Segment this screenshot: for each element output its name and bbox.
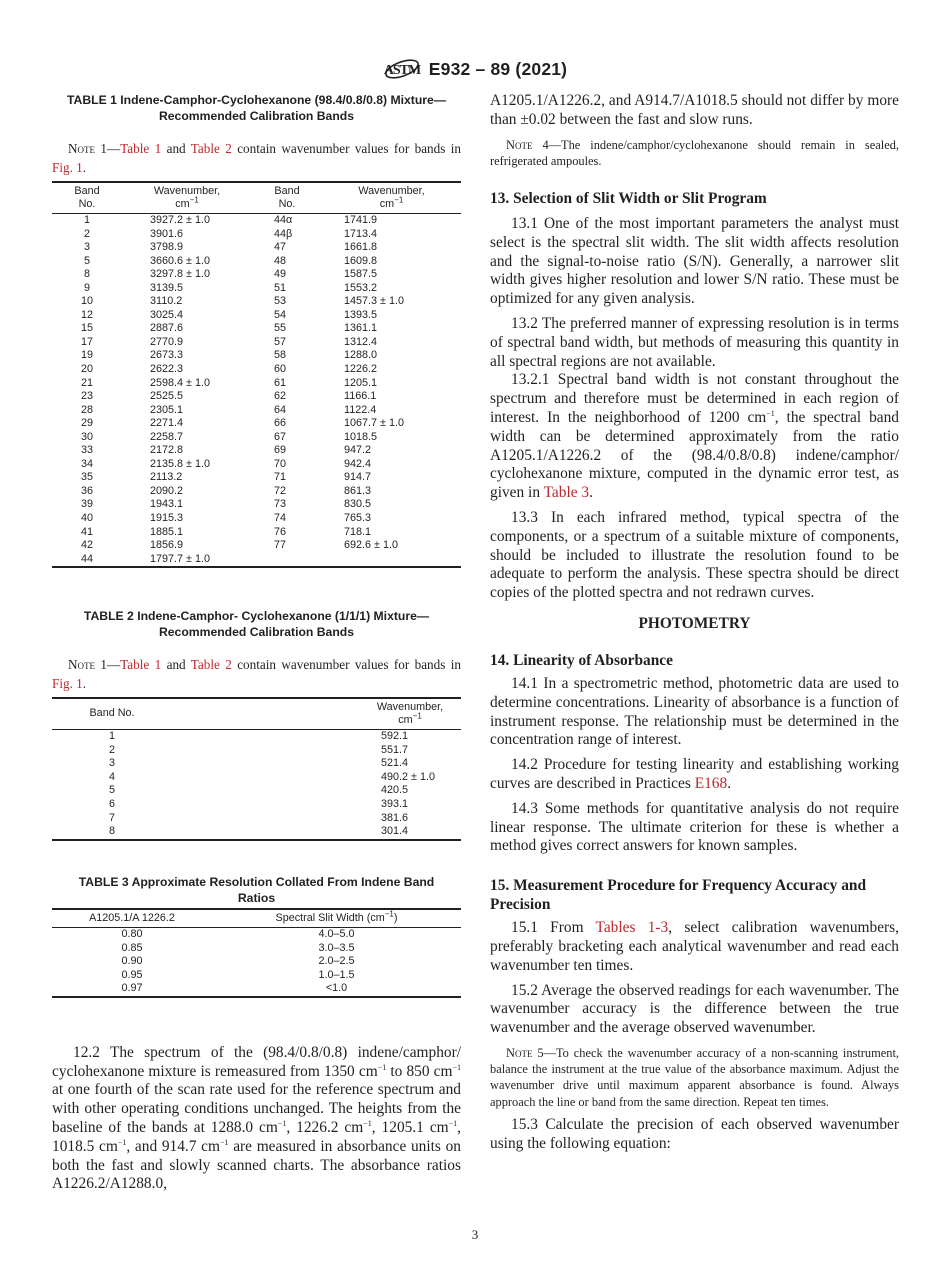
table1-header-band1: Band No. bbox=[74, 185, 100, 210]
table-cell: 3139.5 bbox=[150, 281, 184, 294]
table-cell: 2622.3 bbox=[150, 363, 184, 376]
table-cell: 393.1 bbox=[381, 797, 409, 810]
table-cell: 44 bbox=[80, 552, 93, 565]
table-row bbox=[52, 282, 461, 296]
table-row bbox=[52, 458, 461, 472]
table-cell: 20 bbox=[80, 363, 93, 376]
table-cell: 1288.0 bbox=[344, 349, 378, 362]
table-cell: 55 bbox=[274, 322, 287, 335]
table-row bbox=[52, 214, 461, 228]
table-cell: 34 bbox=[80, 457, 93, 470]
table-row bbox=[52, 812, 461, 826]
table2-body bbox=[52, 730, 461, 840]
table-row bbox=[52, 309, 461, 323]
table-row bbox=[52, 526, 461, 540]
table-cell: 40 bbox=[80, 512, 93, 525]
table-row bbox=[52, 228, 461, 242]
table-cell: 1609.8 bbox=[344, 254, 378, 267]
table-cell: 28 bbox=[80, 403, 93, 416]
table-cell: 2.0–2.5 bbox=[318, 955, 355, 968]
table-cell: 3 bbox=[108, 757, 115, 770]
paragraph-13-1: 13.1 One of the most important parameters the analyst must select is the spectral slit width. The slit width affects resolution and the signal-to-noise ratio (S/N). Generally, a narrower slit width gives higher resolution and lower S/N ratio. These must be optimized for any given analysis. bbox=[490, 215, 899, 308]
table-cell: 66 bbox=[274, 417, 287, 430]
table-cell: 5 bbox=[83, 254, 90, 267]
table1-link[interactable]: Table 1 bbox=[120, 657, 162, 673]
table-cell: 2770.9 bbox=[150, 335, 184, 348]
table3 bbox=[52, 908, 461, 998]
table-cell: 61 bbox=[274, 376, 287, 389]
table-cell: 830.5 bbox=[344, 498, 372, 511]
page-number: 3 bbox=[471, 1227, 479, 1242]
table-cell: 44β bbox=[274, 227, 293, 240]
table-cell: 3901.6 bbox=[150, 227, 184, 240]
table-cell: 3660.6 ± 1.0 bbox=[150, 254, 210, 267]
table-cell bbox=[252, 553, 322, 568]
table-cell: 947.2 bbox=[344, 444, 372, 457]
table1-header-wave2: Wavenumber, $cm^{-1}$ bbox=[358, 185, 425, 210]
table-row bbox=[52, 241, 461, 255]
table-cell: 57 bbox=[274, 335, 287, 348]
e168-link[interactable]: E168 bbox=[694, 774, 728, 792]
table-row bbox=[52, 336, 461, 350]
table-cell: 765.3 bbox=[344, 512, 372, 525]
table-cell: 592.1 bbox=[381, 730, 409, 743]
table-cell: 1797.7 ± 1.0 bbox=[150, 552, 210, 565]
table-row bbox=[52, 404, 461, 418]
svg-text:ASTM: ASTM bbox=[383, 63, 420, 78]
table-cell: 1312.4 bbox=[344, 335, 378, 348]
table-cell: 1885.1 bbox=[150, 525, 184, 538]
table-cell: 3798.9 bbox=[150, 241, 184, 254]
table-cell: 2305.1 bbox=[150, 403, 184, 416]
paragraph-12-2-continued: A1205.1/A1226.2, and A914.7/A1018.5 should not differ by more than ±0.02 between the fast and slow runs. bbox=[490, 92, 899, 128]
table-cell: 30 bbox=[80, 430, 93, 443]
table-cell: 1.0–1.5 bbox=[318, 968, 355, 981]
paragraph-15-3: 15.3 Calculate the precision of each observed wavenumber using the following equation: bbox=[490, 1115, 899, 1152]
table-cell: 67 bbox=[274, 430, 287, 443]
table-cell: 4.0–5.0 bbox=[318, 928, 355, 941]
table-cell: 62 bbox=[274, 390, 287, 403]
table-cell: 6 bbox=[108, 797, 115, 810]
table-row bbox=[52, 539, 461, 553]
table-cell: 8 bbox=[83, 268, 90, 281]
table-cell: 77 bbox=[274, 539, 287, 552]
table-row bbox=[52, 969, 461, 983]
table-cell: 3297.8 ± 1.0 bbox=[150, 268, 210, 281]
table2-header-wave: Wavenumber, $cm^{-1}$ bbox=[376, 701, 444, 726]
paragraph-14-1: 14.1 In a spectrometric method, photometric data are used to determine concentrations. Linearity of absorbance is a function of instrument response. The relationship must be determined in the concentration range of interest. bbox=[490, 674, 899, 749]
table-row bbox=[52, 377, 461, 391]
table-cell: 33 bbox=[80, 444, 93, 457]
paragraph-13-2: 13.2 The preferred manner of expressing resolution is in terms of spectral band width, but methods of measuring this quantity in all spectral regions are not available. bbox=[490, 314, 899, 370]
table-cell: 692.6 ± 1.0 bbox=[344, 539, 398, 552]
table-cell: 29 bbox=[80, 417, 93, 430]
table-cell: 2 bbox=[108, 743, 115, 756]
table-row bbox=[52, 431, 461, 445]
table-cell: 19 bbox=[80, 349, 93, 362]
table-row bbox=[52, 825, 461, 840]
table-cell: 8 bbox=[108, 825, 115, 838]
table-row bbox=[52, 771, 461, 785]
table-cell: 0.95 bbox=[121, 968, 143, 981]
spacer bbox=[172, 825, 359, 840]
table-cell: 4 bbox=[108, 770, 115, 783]
table-row bbox=[52, 255, 461, 269]
table-cell: 914.7 bbox=[344, 471, 372, 484]
table-row bbox=[52, 928, 461, 942]
table2 bbox=[52, 697, 461, 840]
table-cell: 551.7 bbox=[381, 743, 409, 756]
table1-body bbox=[52, 214, 461, 568]
table-cell: 51 bbox=[274, 281, 287, 294]
spacer bbox=[172, 757, 359, 771]
table-cell: 35 bbox=[80, 471, 93, 484]
table1-header-wave1: Wavenumber, $cm^{-1}$ bbox=[153, 185, 221, 210]
table-row bbox=[52, 268, 461, 282]
table-cell: 942.4 bbox=[344, 457, 372, 470]
spacer bbox=[172, 812, 359, 826]
table-cell: 420.5 bbox=[381, 784, 409, 797]
table-row bbox=[52, 295, 461, 309]
table-cell: 2 bbox=[83, 227, 90, 240]
spacer bbox=[172, 798, 359, 812]
table-cell: 1587.5 bbox=[344, 268, 378, 281]
table-cell: 72 bbox=[274, 484, 287, 497]
astm-logo-icon bbox=[383, 56, 421, 82]
paragraph-13-3: 13.3 In each infrared method, typical spectra of the components, or a spectrum of a suitable mixture of components, should be included to illustrate the resolution found to be adequate to perform the analysis. These spectra should be direct copies of the plotted spectra and not redrawn curves. bbox=[490, 508, 899, 602]
table-cell: 17 bbox=[80, 335, 93, 348]
table-cell: 36 bbox=[80, 484, 93, 497]
table-cell: 2113.2 bbox=[150, 471, 183, 484]
table-cell: 3.0–3.5 bbox=[318, 941, 355, 954]
table-row bbox=[52, 485, 461, 499]
fig1-link[interactable]: Fig. 1 bbox=[52, 159, 83, 175]
table-cell: 15 bbox=[80, 322, 93, 335]
table-cell: 53 bbox=[274, 295, 287, 308]
table3-header-ratio: A1205.1/A 1226.2 bbox=[89, 911, 175, 924]
table1-link[interactable]: Table 1 bbox=[120, 141, 162, 156]
table-row bbox=[52, 955, 461, 969]
table-cell: 490.2 ± 1.0 bbox=[381, 770, 435, 783]
table-cell: 71 bbox=[274, 471, 287, 484]
table2-note: Note 1—Table 1 and Table 2 contain wavenumber values for bands in Fig. 1. bbox=[52, 657, 461, 691]
table-cell: 44α bbox=[274, 214, 293, 226]
left-column bbox=[52, 92, 461, 1194]
table2-link[interactable]: Table 2 bbox=[190, 657, 232, 673]
table-cell: 41 bbox=[80, 525, 93, 538]
table-cell: 23 bbox=[80, 390, 93, 403]
table1-header-band2: Band No. bbox=[274, 185, 300, 210]
table-cell: 21 bbox=[80, 376, 93, 389]
page-header bbox=[0, 56, 950, 87]
table-row bbox=[52, 784, 461, 798]
table1 bbox=[52, 181, 461, 568]
table-cell bbox=[322, 553, 461, 568]
spacer bbox=[172, 730, 359, 744]
table-row bbox=[52, 942, 461, 956]
table3-title: TABLE 3 Approximate Resolution Collated From Indene Band Ratios bbox=[78, 874, 435, 905]
table-row bbox=[52, 444, 461, 458]
table-cell: 1661.8 bbox=[344, 241, 378, 254]
table3-link[interactable]: Table 3 bbox=[543, 484, 590, 502]
table-cell: 2172.8 bbox=[150, 444, 184, 457]
fig1-link[interactable]: Fig. 1 bbox=[52, 675, 83, 691]
table-cell: 1393.5 bbox=[344, 308, 378, 321]
table-cell: <1.0 bbox=[325, 982, 348, 995]
paragraph-12-2: 12.2 The spectrum of the (98.4/0.8/0.8) indene/camphor/ cyclohexanone mixture is remeasured from 1350 $cm^{-1}$ to 850 $cm^{-1}$ at one fourth of the scan rate used for the reference spectrum and with other operating conditions unchanged. The heights from the baseline of the bands at 1288.0 $cm^{-1}$, 1226.2 $cm^{-1}$, 1205.1 $cm^{-1}$, 1018.5 $cm^{-1}$, and 914.7 $cm^{-1}$ are measured in absorbance units on both the fast and slowly scanned charts. The absorbance ratios A1226.2/A1288.0, bbox=[52, 1043, 462, 1193]
table-cell: 2090.2 bbox=[150, 484, 184, 497]
table-cell: 70 bbox=[274, 457, 287, 470]
photometry-heading: PHOTOMETRY bbox=[638, 614, 751, 632]
paragraph-13-2-1: 13.2.1 Spectral band width is not constant throughout the spectrum and therefore must be determined in each region of interest. In the neighborhood of 1200 $cm^{-1}$, the spectral band width can be determined approximately from the ratio A1205.1/A1226.2 of the (98.4/0.8/0.8) indene/camphor/ cyclohexanone mixture, computed in the dynamic error test, as given in Table 3. bbox=[490, 371, 899, 502]
section-14-heading: 14. Linearity of Absorbance bbox=[490, 651, 673, 669]
paragraph-14-2: 14.2 Procedure for testing linearity and establishing working curves are described in Practices E168. bbox=[490, 756, 899, 792]
table-cell: 0.80 bbox=[121, 928, 143, 941]
table-cell: 48 bbox=[274, 254, 287, 267]
table-cell: 1 bbox=[83, 214, 90, 226]
table-cell: 47 bbox=[274, 241, 287, 254]
table-cell: 861.3 bbox=[344, 484, 372, 497]
table-cell: 5 bbox=[108, 784, 115, 797]
table-row bbox=[52, 363, 461, 377]
table-cell: 1553.2 bbox=[344, 281, 378, 294]
table-cell: 1856.9 bbox=[150, 539, 184, 552]
table-cell: 2258.7 bbox=[150, 430, 184, 443]
table-cell: 69 bbox=[274, 444, 287, 457]
table-cell: 2525.5 bbox=[150, 390, 184, 403]
right-column bbox=[490, 92, 899, 1153]
table-cell: 76 bbox=[274, 525, 287, 538]
paragraph-15-2: 15.2 Average the observed readings for each wavenumber. The wavenumber accuracy is the difference between the true wavenumber and the average observed wavenumber. bbox=[490, 981, 899, 1037]
table-cell: 9 bbox=[83, 281, 90, 294]
table-row bbox=[52, 982, 461, 997]
table-cell: 58 bbox=[274, 349, 287, 362]
spacer bbox=[172, 771, 359, 785]
table-cell: 1741.9 bbox=[344, 214, 378, 226]
table-cell: 74 bbox=[274, 512, 287, 525]
table-row bbox=[52, 390, 461, 404]
table-cell: 0.85 bbox=[121, 941, 143, 954]
table-cell: 7 bbox=[108, 811, 115, 824]
paragraph-14-3: 14.3 Some methods for quantitative analysis do not require linear response. The ultimate criterion for these is whether a method gives correct answers for known samples. bbox=[490, 799, 899, 855]
table-row bbox=[52, 744, 461, 758]
spacer bbox=[172, 784, 359, 798]
table-cell: 3110.2 bbox=[150, 295, 183, 308]
table-cell: 3025.4 bbox=[150, 308, 184, 321]
table-row bbox=[52, 757, 461, 771]
spacer bbox=[172, 744, 359, 758]
table2-title: TABLE 2 Indene-Camphor- Cyclohexanone (1/1/1) Mixture— Recommended Calibration Bands bbox=[83, 609, 430, 640]
table-row bbox=[52, 553, 461, 568]
table-row bbox=[52, 798, 461, 812]
table-cell: 1166.1 bbox=[344, 390, 377, 403]
table-cell: 64 bbox=[274, 403, 287, 416]
note-4: Note 4—The indene/camphor/cyclohexanone should remain in sealed, refrigerated ampoules. bbox=[490, 137, 899, 168]
table-cell: 1457.3 ± 1.0 bbox=[344, 295, 404, 308]
tables-1-3-link[interactable]: Tables 1-3 bbox=[595, 919, 669, 937]
table-cell: 1 bbox=[108, 730, 115, 743]
section-15-heading: 15. Measurement Procedure for Frequency Accuracy and Precision bbox=[490, 877, 867, 914]
table-cell: 1361.1 bbox=[344, 322, 378, 335]
table-cell: 2271.4 bbox=[150, 417, 184, 430]
table-row bbox=[52, 349, 461, 363]
table1-note: Note 1—Table 1 and Table 2 contain wavenumber values for bands in Fig. 1. bbox=[52, 141, 461, 175]
table3-header-slit: Spectral Slit Width $(cm^{-1})$ bbox=[275, 909, 398, 924]
table2-link[interactable]: Table 2 bbox=[190, 141, 232, 156]
table-cell: 3927.2 ± 1.0 bbox=[150, 214, 210, 226]
table-cell: 2673.3 bbox=[150, 349, 184, 362]
table-row bbox=[52, 730, 461, 744]
table-cell: 718.1 bbox=[344, 525, 372, 538]
table2-header-band: Band No. bbox=[89, 707, 135, 720]
table-cell: 381.6 bbox=[381, 811, 409, 824]
table-cell: 49 bbox=[274, 268, 287, 281]
table-cell: 42 bbox=[80, 539, 93, 552]
table-row bbox=[52, 417, 461, 431]
table3-body bbox=[52, 928, 461, 997]
table-row bbox=[52, 512, 461, 526]
table-cell: 1018.5 bbox=[344, 430, 378, 443]
section-13-heading: 13. Selection of Slit Width or Slit Program bbox=[490, 190, 767, 207]
table-cell: 1205.1 bbox=[344, 376, 378, 389]
table-cell: 0.97 bbox=[121, 982, 143, 995]
table-row bbox=[52, 471, 461, 485]
document-id: E932 – 89 (2021) bbox=[428, 58, 568, 79]
note-5: Note 5—To check the wavenumber accuracy of a non-scanning instrument, balance the instrument at the true value of the absorbance maximum. Adjust the wavenumber drive until maximum apparent absorbance is found. Always approach the line or band from the same direction. Repeat ten times. bbox=[490, 1045, 899, 1109]
table-cell: 1915.3 bbox=[150, 512, 184, 525]
table-cell: 3 bbox=[83, 241, 90, 254]
table-cell: 73 bbox=[274, 498, 287, 511]
table-cell: 2598.4 ± 1.0 bbox=[150, 376, 210, 389]
table1-title: TABLE 1 Indene-Camphor-Cyclohexanone (98.4/0.8/0.8) Mixture— Recommended Calibration Bands bbox=[66, 93, 447, 123]
table-cell: 1067.7 ± 1.0 bbox=[344, 417, 404, 430]
table-cell: 54 bbox=[274, 308, 287, 321]
table-row bbox=[52, 498, 461, 512]
table-cell: 521.4 bbox=[381, 757, 409, 770]
table-cell: 10 bbox=[80, 295, 93, 308]
table-cell: 2887.6 bbox=[150, 322, 184, 335]
table-cell: 60 bbox=[274, 363, 287, 376]
table-cell: 2135.8 ± 1.0 bbox=[150, 457, 210, 470]
table-cell: 301.4 bbox=[381, 825, 409, 838]
table-row bbox=[52, 322, 461, 336]
table-cell: 1713.4 bbox=[344, 227, 378, 240]
table-cell: 0.90 bbox=[121, 955, 143, 968]
table-cell: 1122.4 bbox=[344, 403, 377, 416]
paragraph-15-1: 15.1 From Tables 1-3, select calibration wavenumbers, preferably bracketing each analytical wavenumber and read each wavenumber ten times. bbox=[490, 919, 900, 974]
table-cell: 1943.1 bbox=[150, 498, 184, 511]
table-cell: 12 bbox=[80, 308, 93, 321]
table-cell: 1226.2 bbox=[344, 363, 378, 376]
table-cell: 39 bbox=[80, 498, 93, 511]
